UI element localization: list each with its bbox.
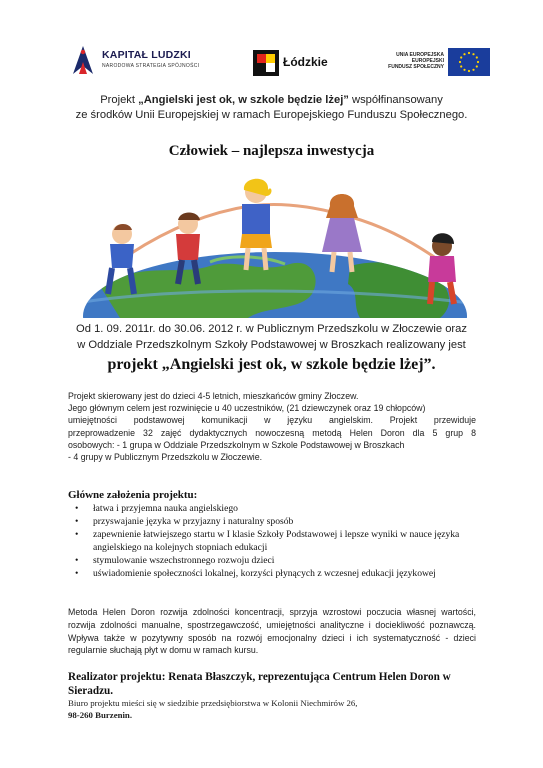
project-intro xyxy=(40,321,503,353)
goal-item xyxy=(73,554,483,567)
description-line: Projekt skierowany jest do dzieci 4-5 letnich, mieszkańców gminy Złoczew. xyxy=(68,391,359,401)
header-paragraph xyxy=(40,93,503,123)
eu-flag-icon xyxy=(448,48,490,76)
eu-text xyxy=(388,52,444,70)
eu-line-3: FUNDUSZ SPOŁECZNY xyxy=(388,64,444,70)
header-project-name: „Angielski jest ok, w szkole będzie lżej” xyxy=(138,94,349,106)
goal-item xyxy=(73,502,483,515)
header-prefix: Projekt xyxy=(100,94,139,106)
description-line: Jego głównym celem jest rozwinięcie u 40 uczestników, (21 dziewczynek oraz 19 chłopców) xyxy=(68,403,426,414)
realizer-paragraph: Realizator projektu: Renata Błaszczyk, reprezentująca Centrum Helen Doron w Sieradzu. xyxy=(68,671,451,697)
header-line-2: ze środków Unii Europejskiej w ramach Europejskiego Funduszu Społecznego. xyxy=(75,109,468,121)
office-line-2: 98-260 Burzenin. xyxy=(68,709,133,720)
bullet-icon: • xyxy=(75,529,79,540)
goal-text: zapewnienie łatwiejszego startu w I klasie Szkoły Podstawowej i lepsze wyniki w nauce języka angielskiego na kolejnych stopniach edukacji xyxy=(93,529,460,553)
description-line: przeprowadzenie 32 zajęć dydaktycznych nowoczesną metodą Helen Doron dla 5 grup 8 xyxy=(68,427,476,438)
bullet-icon: • xyxy=(75,503,79,514)
goal-text: stymulowanie wszechstronnego rozwoju dzieci xyxy=(93,555,275,566)
goals-heading: Główne założenia projektu: xyxy=(68,489,198,501)
project-intro-line-2: w Oddziale Przedszkolnym Szkoły Podstawowej w Broszkach realizowany jest xyxy=(77,339,466,351)
project-description xyxy=(68,390,476,463)
project-title: projekt „Angielski jest ok, w szkole będzie lżej”. xyxy=(107,356,436,373)
method-paragraph: Metoda Helen Doron rozwija zdolności koncentracji, sprzyja wzrostowi poczucia własnej wartości, rozwija zdolności manualne, spostrzegawczość, umiejętności analityczne i dociekliwość poznawczą. Wpływa także w pozytywny sposób na rozwój emocjonalny dzieci i ich systematyczność - dzieci regularnie słuchają płyt w domu w ramach kursu. xyxy=(68,607,476,656)
project-intro-line-1: Od 1. 09. 2011r. do 30.06. 2012 r. w Publicznym Przedszkolu w Złoczewie oraz xyxy=(76,323,467,335)
eu-line-2: EUROPEJSKI xyxy=(411,58,444,64)
goal-item xyxy=(73,567,483,580)
goal-item xyxy=(73,528,483,554)
description-line: osobowych: - 1 grupa w Oddziale Przedszkolnym w Szkole Podstawowej w Broszkach xyxy=(68,439,405,450)
page-title: Człowiek – najlepsza inwestycja xyxy=(168,143,375,159)
office-line-1: Biuro projektu mieści się w siedzibie przedsiębiorstwa w Kolonii Niechmirów 26, xyxy=(68,698,358,708)
goal-text: uświadomienie społeczności lokalnej, korzyści płynących z wczesnej edukacji językowej xyxy=(93,568,436,579)
bullet-icon: • xyxy=(75,555,79,566)
kapital-ludzki-mark-icon xyxy=(70,44,96,76)
description-line: - 4 grupy w Publicznym Przedszkolu w Złoczewie. xyxy=(68,452,263,463)
kapital-ludzki-subtitle: NARODOWA STRATEGIA SPÓJNOŚCI xyxy=(102,63,200,69)
bullet-icon: • xyxy=(75,516,79,527)
logo-strip xyxy=(70,42,490,82)
bullet-icon: • xyxy=(75,568,79,579)
lodzkie-mark-icon xyxy=(253,50,279,76)
header-suffix: współfinansowany xyxy=(348,94,443,106)
goal-item xyxy=(73,515,483,528)
kapital-ludzki-title: KAPITAŁ LUDZKI xyxy=(102,49,191,61)
children-around-globe-illustration xyxy=(60,166,490,318)
lodzkie-name: Łódzkie xyxy=(283,55,328,69)
goal-text: łatwa i przyjemna nauka angielskiego xyxy=(93,503,238,514)
eu-line-1: UNIA EUROPEJSKA xyxy=(396,52,444,58)
description-line: umiejętności podstawowej komunikacji w języku angielskim. Projekt przewiduje xyxy=(68,415,476,426)
eu-logo xyxy=(366,46,490,78)
goal-text: przyswajanie języka w przyjazny i naturalny sposób xyxy=(93,516,294,527)
office-address xyxy=(68,698,488,721)
goals-list xyxy=(73,502,483,580)
